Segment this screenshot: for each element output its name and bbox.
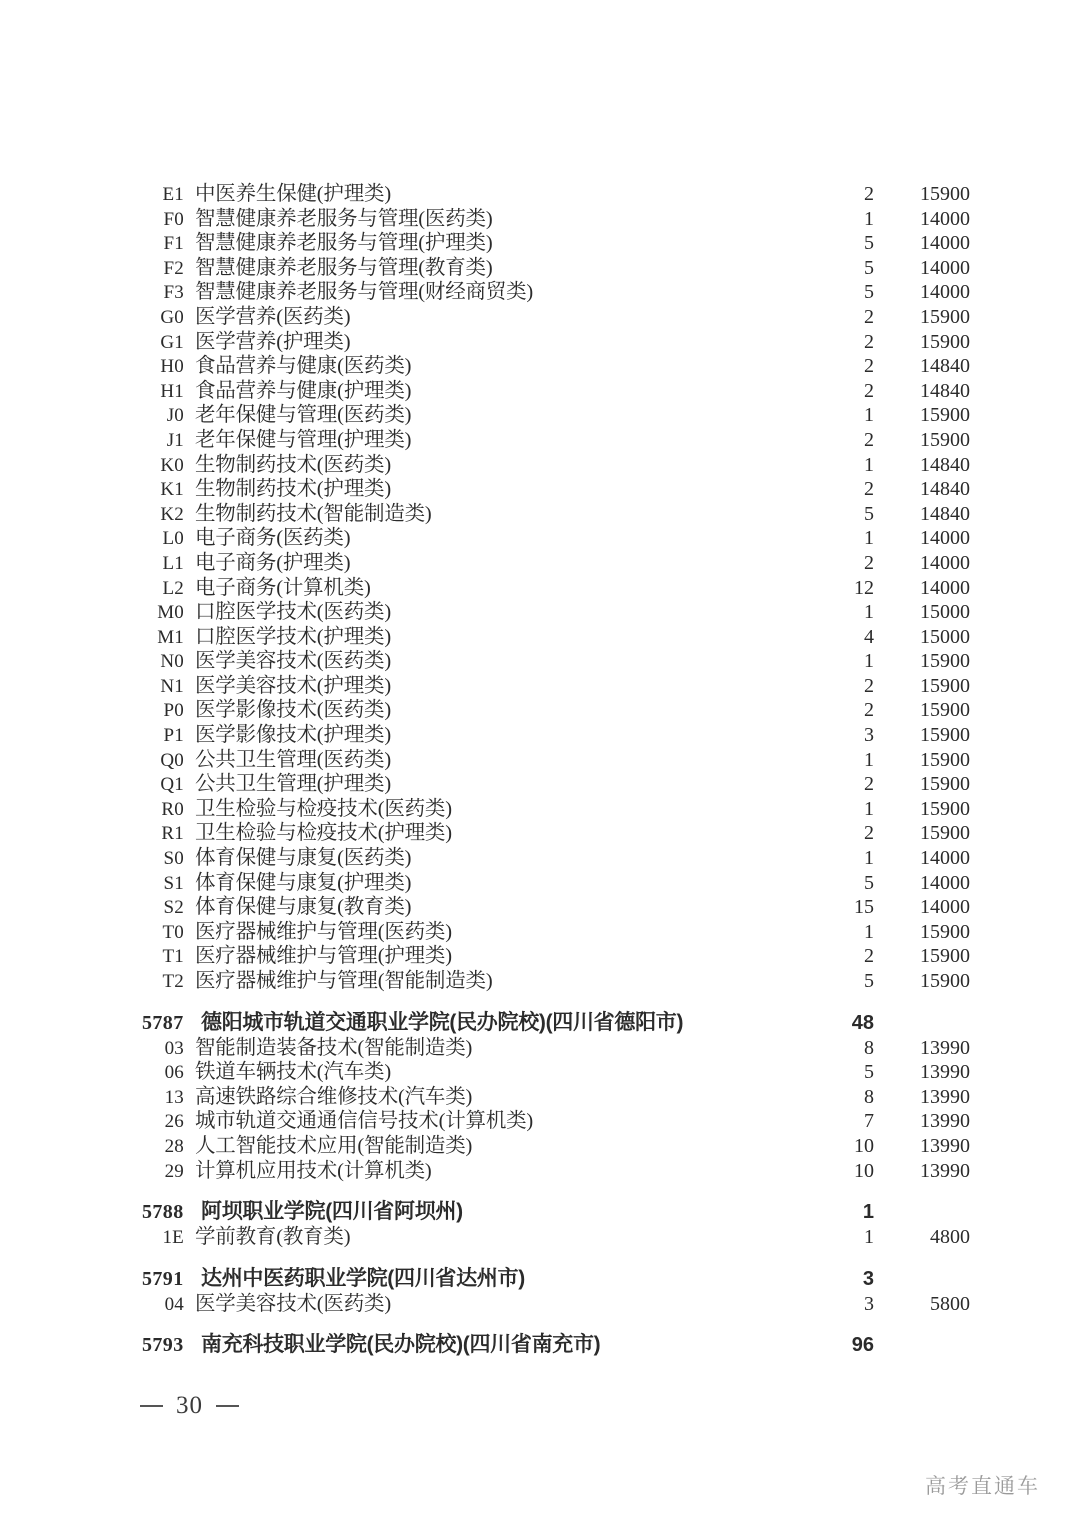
program-name: 医学美容技术(医药类): [195, 1292, 391, 1315]
program-quota: 2: [864, 379, 874, 402]
program-tuition-fee: 15900: [920, 773, 970, 796]
program-tuition-fee: 13990: [920, 1134, 970, 1157]
school-total-quota: 1: [862, 1201, 874, 1224]
program-row: [140, 207, 970, 232]
program-quota: 2: [864, 478, 874, 501]
program-row: [140, 428, 970, 453]
program-tuition-fee: 13990: [920, 1085, 970, 1108]
program-code: M1: [157, 626, 184, 648]
program-quota: 1: [864, 1226, 874, 1249]
program-quota: 2: [864, 822, 874, 845]
program-quota: 5: [864, 281, 874, 304]
program-name: 智慧健康养老服务与管理(医药类): [195, 207, 493, 230]
program-row: [140, 698, 970, 723]
program-tuition-fee: 15000: [920, 601, 970, 624]
program-name: 中医养生保健(护理类): [195, 183, 391, 205]
program-name: 医疗器械维护与管理(护理类): [195, 945, 452, 968]
program-row: [140, 1225, 970, 1250]
program-quota: 2: [864, 330, 874, 353]
school-name: 阿坝职业学院(四川省阿坝州): [201, 1200, 463, 1224]
program-tuition-fee: 15900: [920, 822, 970, 845]
program-row: [140, 453, 970, 478]
program-quota: 2: [864, 428, 874, 451]
program-quota: 2: [864, 674, 874, 697]
program-name: 高速铁路综合维修技术(汽车类): [195, 1085, 473, 1108]
program-row: [140, 502, 970, 527]
program-quota: 2: [864, 305, 874, 328]
program-name: 医疗器械维护与管理(医药类): [195, 920, 452, 943]
program-quota: 1: [864, 847, 874, 870]
program-name: 公共卫生管理(医药类): [195, 748, 391, 771]
program-code: G0: [160, 306, 184, 328]
program-name: 铁道车辆技术(汽车类): [195, 1061, 391, 1084]
program-row: [140, 920, 970, 945]
program-code: Q1: [160, 774, 184, 796]
program-tuition-fee: 15900: [920, 797, 970, 820]
program-row: [140, 1134, 970, 1159]
program-row: [140, 625, 970, 650]
row-spacer: [140, 994, 970, 1009]
program-code: T2: [162, 971, 184, 992]
program-code: J0: [166, 405, 184, 427]
program-name: 智能制造装备技术(智能制造类): [195, 1036, 473, 1059]
program-code: K1: [160, 479, 184, 501]
program-code: S2: [163, 897, 184, 919]
program-tuition-fee: 15900: [920, 305, 970, 328]
school-name: 南充科技职业学院(民办院校)(四川省南充市): [201, 1333, 601, 1357]
program-code: 29: [164, 1160, 184, 1182]
program-code: H1: [160, 380, 184, 402]
program-quota: 10: [854, 1159, 874, 1182]
program-name: 医学营养(护理类): [195, 330, 351, 353]
program-quota: 1: [864, 601, 874, 624]
program-code: 26: [164, 1111, 184, 1133]
program-row: [140, 600, 970, 625]
program-tuition-fee: 14840: [920, 453, 970, 476]
program-quota: 5: [864, 970, 874, 992]
program-quota: 2: [864, 773, 874, 796]
program-tuition-fee: 14000: [920, 576, 970, 599]
program-code: F0: [163, 208, 184, 230]
program-row: [140, 526, 970, 551]
program-row: [140, 330, 970, 355]
program-tuition-fee: 13990: [920, 1159, 970, 1182]
program-row: [140, 649, 970, 674]
program-row: [140, 1036, 970, 1061]
school-total-quota: 96: [851, 1334, 874, 1357]
program-row: [140, 256, 970, 281]
program-quota: 5: [864, 1061, 874, 1084]
program-row: [140, 1085, 970, 1110]
program-name: 食品营养与健康(医药类): [195, 355, 412, 378]
program-code: T1: [162, 946, 184, 968]
program-quota: 8: [864, 1085, 874, 1108]
footer-dash-right: [216, 1405, 239, 1407]
row-spacer: [140, 1183, 970, 1198]
program-quota: 10: [854, 1134, 874, 1157]
program-tuition-fee: 14000: [920, 281, 970, 304]
program-name: 食品营养与健康(护理类): [195, 379, 412, 402]
program-row: [140, 944, 970, 969]
program-name: 公共卫生管理(护理类): [195, 773, 391, 796]
program-row: [140, 280, 970, 305]
program-tuition-fee: 14000: [920, 896, 970, 919]
program-row: [140, 305, 970, 330]
program-tuition-fee: 14840: [920, 502, 970, 525]
program-code: F2: [163, 257, 184, 279]
program-row: [140, 379, 970, 404]
program-name: 生物制药技术(智能制造类): [195, 502, 432, 525]
program-quota: 12: [854, 576, 874, 599]
program-quota: 8: [864, 1036, 874, 1059]
program-tuition-fee: 14000: [920, 847, 970, 870]
program-code: L0: [162, 528, 184, 550]
program-row: [140, 1060, 970, 1085]
program-row: [140, 969, 970, 994]
program-quota: 5: [864, 502, 874, 525]
program-tuition-fee: 14000: [920, 207, 970, 230]
program-tuition-fee: 14840: [920, 355, 970, 378]
program-row: [140, 1159, 970, 1184]
school-name: 达州中医药职业学院(四川省达州市): [201, 1266, 525, 1290]
program-code: 04: [164, 1293, 184, 1315]
program-tuition-fee: 15900: [920, 183, 970, 205]
row-spacer: [140, 1316, 970, 1331]
program-row: [140, 748, 970, 773]
school-code: 5791: [142, 1267, 184, 1290]
program-code: J1: [166, 429, 184, 451]
school-code: 5788: [142, 1201, 184, 1224]
program-tuition-fee: 15900: [920, 945, 970, 968]
program-name: 口腔医学技术(医药类): [195, 601, 391, 624]
program-name: 电子商务(计算机类): [195, 576, 371, 599]
program-row: [140, 1292, 970, 1317]
program-row: [140, 846, 970, 871]
program-row: [140, 674, 970, 699]
program-quota: 1: [864, 527, 874, 550]
program-row: [140, 723, 970, 748]
page-footer: [140, 1392, 440, 1420]
program-tuition-fee: 15900: [920, 674, 970, 697]
program-tuition-fee: 14000: [920, 256, 970, 279]
program-name: 电子商务(医药类): [195, 527, 351, 550]
program-row: [140, 821, 970, 846]
school-header-row: [140, 1009, 970, 1036]
program-name: 生物制药技术(护理类): [195, 478, 391, 501]
program-quota: 5: [864, 232, 874, 255]
program-quota: 2: [864, 699, 874, 722]
program-name: 电子商务(护理类): [195, 551, 351, 574]
program-row: [140, 354, 970, 379]
program-tuition-fee: 15900: [920, 428, 970, 451]
program-name: 医疗器械维护与管理(智能制造类): [195, 970, 493, 992]
program-row: [140, 182, 970, 207]
program-code: P1: [163, 725, 184, 747]
school-header-row: [140, 1265, 970, 1292]
program-code: 1E: [162, 1227, 184, 1249]
program-quota: 1: [864, 650, 874, 673]
program-code: S0: [163, 848, 184, 870]
program-name: 医学影像技术(护理类): [195, 724, 391, 747]
program-quota: 2: [864, 355, 874, 378]
program-tuition-fee: 15900: [920, 724, 970, 747]
program-tuition-fee: 14840: [920, 478, 970, 501]
program-name: 卫生检验与检疫技术(医药类): [195, 797, 452, 820]
program-code: T0: [162, 921, 184, 943]
program-tuition-fee: 4800: [930, 1226, 970, 1249]
program-quota: 2: [864, 551, 874, 574]
school-total-quota: 3: [862, 1267, 874, 1290]
program-quota: 15: [854, 896, 874, 919]
program-tuition-fee: 15900: [920, 650, 970, 673]
program-tuition-fee: 14000: [920, 551, 970, 574]
program-name: 卫生检验与检疫技术(护理类): [195, 822, 452, 845]
program-code: L2: [162, 577, 184, 599]
program-code: K0: [160, 454, 184, 476]
program-quota: 2: [864, 945, 874, 968]
school-code: 5787: [142, 1011, 184, 1034]
program-tuition-fee: 13990: [920, 1036, 970, 1059]
school-header-row: [140, 1198, 970, 1225]
program-name: 体育保健与康复(护理类): [195, 871, 412, 894]
program-name: 智慧健康养老服务与管理(教育类): [195, 256, 493, 279]
program-tuition-fee: 15900: [920, 699, 970, 722]
program-row: [140, 477, 970, 502]
program-quota: 2: [864, 183, 874, 205]
program-tuition-fee: 13990: [920, 1110, 970, 1133]
row-spacer: [140, 1250, 970, 1265]
program-name: 生物制药技术(医药类): [195, 453, 391, 476]
program-tuition-fee: 14840: [920, 379, 970, 402]
program-tuition-fee: 15900: [920, 330, 970, 353]
program-tuition-fee: 15900: [920, 404, 970, 427]
program-name: 老年保健与管理(护理类): [195, 428, 412, 451]
program-name: 智慧健康养老服务与管理(财经商贸类): [195, 281, 534, 304]
program-tuition-fee: 15900: [920, 920, 970, 943]
program-code: F3: [163, 282, 184, 304]
program-code: M0: [157, 602, 184, 624]
footer-dash-left: [140, 1405, 163, 1407]
program-code: R1: [161, 823, 184, 845]
program-code: 06: [164, 1062, 184, 1084]
program-quota: 5: [864, 256, 874, 279]
program-tuition-fee: 15000: [920, 625, 970, 648]
program-code: 13: [164, 1086, 184, 1108]
program-quota: 1: [864, 748, 874, 771]
program-name: 计算机应用技术(计算机类): [195, 1159, 432, 1182]
program-tuition-fee: 15900: [920, 748, 970, 771]
program-row: [140, 797, 970, 822]
admission-plan-listing: [140, 182, 970, 1358]
program-name: 医学影像技术(医药类): [195, 699, 391, 722]
program-quota: 1: [864, 920, 874, 943]
program-row: [140, 895, 970, 920]
program-code: 03: [164, 1037, 184, 1059]
program-code: H0: [160, 356, 184, 378]
program-row: [140, 871, 970, 896]
program-tuition-fee: 14000: [920, 871, 970, 894]
program-code: K2: [160, 503, 184, 525]
program-code: N1: [160, 675, 184, 697]
program-name: 医学美容技术(护理类): [195, 674, 391, 697]
program-code: L1: [162, 552, 184, 574]
school-header-row: [140, 1331, 970, 1358]
program-quota: 4: [864, 625, 874, 648]
program-name: 城市轨道交通通信信号技术(计算机类): [195, 1110, 534, 1133]
program-tuition-fee: 15900: [920, 970, 970, 992]
program-name: 口腔医学技术(护理类): [195, 625, 391, 648]
program-name: 老年保健与管理(医药类): [195, 404, 412, 427]
program-name: 人工智能技术应用(智能制造类): [195, 1134, 473, 1157]
program-code: G1: [160, 331, 184, 353]
program-row: [140, 576, 970, 601]
school-total-quota: 48: [851, 1011, 874, 1034]
program-quota: 1: [864, 207, 874, 230]
program-code: N0: [160, 651, 184, 673]
program-quota: 1: [864, 404, 874, 427]
program-code: F1: [163, 233, 184, 255]
program-name: 学前教育(教育类): [195, 1226, 351, 1249]
program-code: E1: [162, 184, 184, 205]
program-tuition-fee: 14000: [920, 232, 970, 255]
program-tuition-fee: 14000: [920, 527, 970, 550]
program-name: 体育保健与康复(教育类): [195, 896, 412, 919]
program-quota: 3: [864, 724, 874, 747]
program-quota: 5: [864, 871, 874, 894]
program-code: 28: [164, 1135, 184, 1157]
program-row: [140, 403, 970, 428]
program-name: 智慧健康养老服务与管理(护理类): [195, 232, 493, 255]
program-row: [140, 1109, 970, 1134]
program-quota: 1: [864, 453, 874, 476]
program-tuition-fee: 13990: [920, 1061, 970, 1084]
program-row: [140, 772, 970, 797]
program-code: P0: [163, 700, 184, 722]
program-row: [140, 231, 970, 256]
program-name: 医学美容技术(医药类): [195, 650, 391, 673]
program-code: Q0: [160, 749, 184, 771]
program-tuition-fee: 5800: [930, 1292, 970, 1315]
program-quota: 7: [864, 1110, 874, 1133]
program-quota: 3: [864, 1292, 874, 1315]
program-name: 体育保健与康复(医药类): [195, 847, 412, 870]
program-name: 医学营养(医药类): [195, 305, 351, 328]
program-code: S1: [163, 872, 184, 894]
page-number: 30: [176, 1392, 203, 1419]
school-name: 德阳城市轨道交通职业学院(民办院校)(四川省德阳市): [201, 1010, 684, 1034]
program-row: [140, 551, 970, 576]
school-code: 5793: [142, 1334, 184, 1357]
program-quota: 1: [864, 797, 874, 820]
program-code: R0: [161, 798, 184, 820]
watermark: 高考直通车: [925, 1475, 1040, 1498]
